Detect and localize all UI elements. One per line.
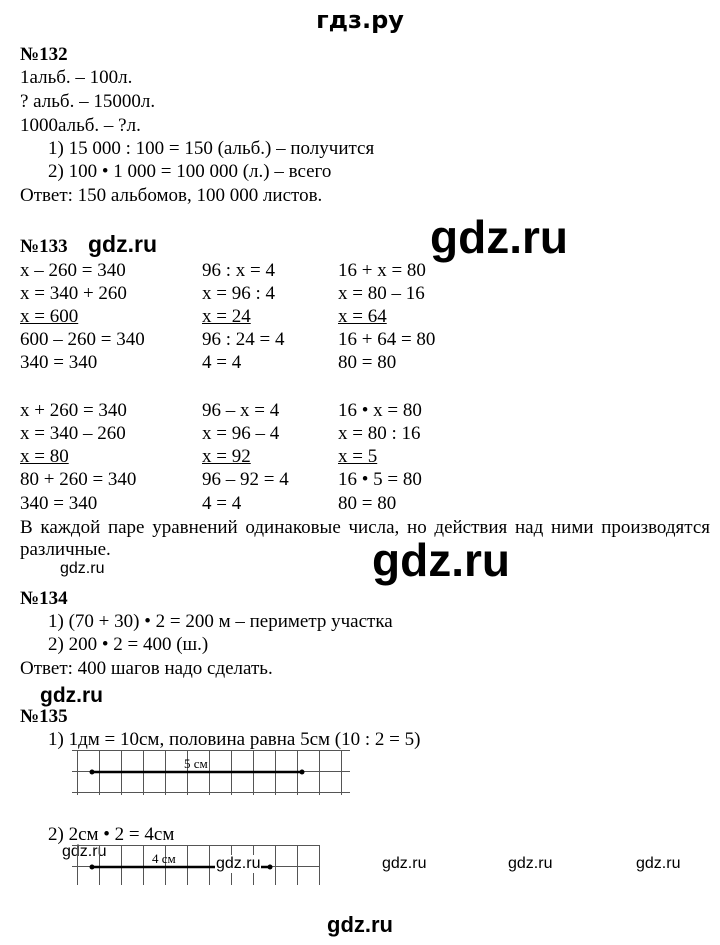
eq-check: 80 + 260 = 340: [20, 469, 137, 490]
eq: 96 – x = 4: [202, 400, 280, 421]
p134-step-2: 2) 200 • 2 = 400 (ш.): [48, 634, 209, 655]
eq-answer: x = 24: [202, 306, 251, 327]
segment-4cm-label: 4 см: [152, 851, 176, 866]
grid-2-lines: [72, 845, 320, 885]
problem-135-title: №135: [20, 706, 68, 727]
footer-watermark: gdz.ru: [327, 912, 393, 937]
eq-check: 96 : 24 = 4: [202, 329, 285, 350]
eq: x = 80 – 16: [338, 283, 425, 304]
eq: x = 80 : 16: [338, 423, 421, 444]
eq: x = 340 – 260: [20, 423, 126, 444]
p132-cond-3: 1000альб. – ?л.: [20, 115, 141, 136]
eq-check: 16 + 64 = 80: [338, 329, 436, 350]
eq: x + 260 = 340: [20, 400, 127, 421]
p132-cond-2: ? альб. – 15000л.: [20, 91, 156, 112]
segment-5cm-label: 5 см: [184, 756, 208, 771]
p132-step-2: 2) 100 • 1 000 = 100 000 (л.) – всего: [48, 161, 332, 182]
watermark-small-6: gdz.ru: [636, 855, 681, 872]
eq-check: 96 – 92 = 4: [202, 469, 289, 490]
p135-step-1: 1) 1дм = 10см, половина равна 5см (10 : 2 = 5): [48, 729, 421, 750]
p134-step-1: 1) (70 + 30) • 2 = 200 м – периметр участка: [48, 611, 393, 632]
eq: x – 260 = 340: [20, 260, 126, 281]
segment-4cm-start-point: [90, 865, 95, 870]
watermark-small-1: gdz.ru: [60, 560, 105, 577]
p132-answer: Ответ: 150 альбомов, 100 000 листов.: [20, 185, 323, 206]
eq-answer: x = 5: [338, 446, 378, 467]
watermark-small-133: gdz.ru: [88, 231, 157, 257]
eq-answer: x = 92: [202, 446, 251, 467]
eq-check: 340 = 340: [20, 352, 98, 373]
eq: 16 + x = 80: [338, 260, 426, 281]
eq-check: 80 = 80: [338, 352, 397, 373]
eq: x = 96 – 4: [202, 423, 280, 444]
problem-132-title: №132: [20, 44, 68, 65]
watermark-large-2: gdz.ru: [372, 534, 510, 586]
eq-check: 80 = 80: [338, 493, 397, 514]
watermark-small-3: gdz.ru: [216, 855, 261, 872]
watermark-small-5: gdz.ru: [508, 855, 553, 872]
p135-step-2: 2) 2см • 2 = 4см: [48, 824, 175, 845]
eq: x = 340 + 260: [20, 283, 127, 304]
segment-5cm-end-point: [300, 770, 305, 775]
watermark-small-134: gdz.ru: [40, 684, 103, 707]
p132-step-1: 1) 15 000 : 100 = 150 (альб.) – получится: [48, 138, 375, 159]
eq-check: 4 = 4: [202, 493, 242, 514]
problem-134-title: №134: [20, 588, 68, 609]
site-header: гдз.ру: [316, 6, 404, 34]
eq: 96 : x = 4: [202, 260, 275, 281]
eq-check: 340 = 340: [20, 493, 98, 514]
eq-check: 600 – 260 = 340: [20, 329, 145, 350]
p133-note: В каждой паре уравнений одинаковые числа, но действия над ними производятся различные.: [20, 517, 710, 560]
p134-answer: Ответ: 400 шагов надо сделать.: [20, 658, 273, 679]
watermark-large-1: gdz.ru: [430, 211, 568, 263]
eq: x = 96 : 4: [202, 283, 275, 304]
watermark-small-4: gdz.ru: [382, 855, 427, 872]
problem-133-title: №133: [20, 236, 68, 257]
eq-answer: x = 64: [338, 306, 387, 327]
grid-1: [72, 750, 362, 800]
segment-4cm-end-point: [268, 865, 273, 870]
segment-5cm-start-point: [90, 770, 95, 775]
p132-cond-1: 1альб. – 100л.: [20, 67, 133, 88]
eq-check: 4 = 4: [202, 352, 242, 373]
eq-answer: x = 80: [20, 446, 69, 467]
eq-answer: x = 600: [20, 306, 79, 327]
eq-check: 16 • 5 = 80: [338, 469, 422, 490]
watermark-small-2: gdz.ru: [62, 843, 107, 860]
grid-2: [72, 845, 332, 891]
eq: 16 • x = 80: [338, 400, 422, 421]
